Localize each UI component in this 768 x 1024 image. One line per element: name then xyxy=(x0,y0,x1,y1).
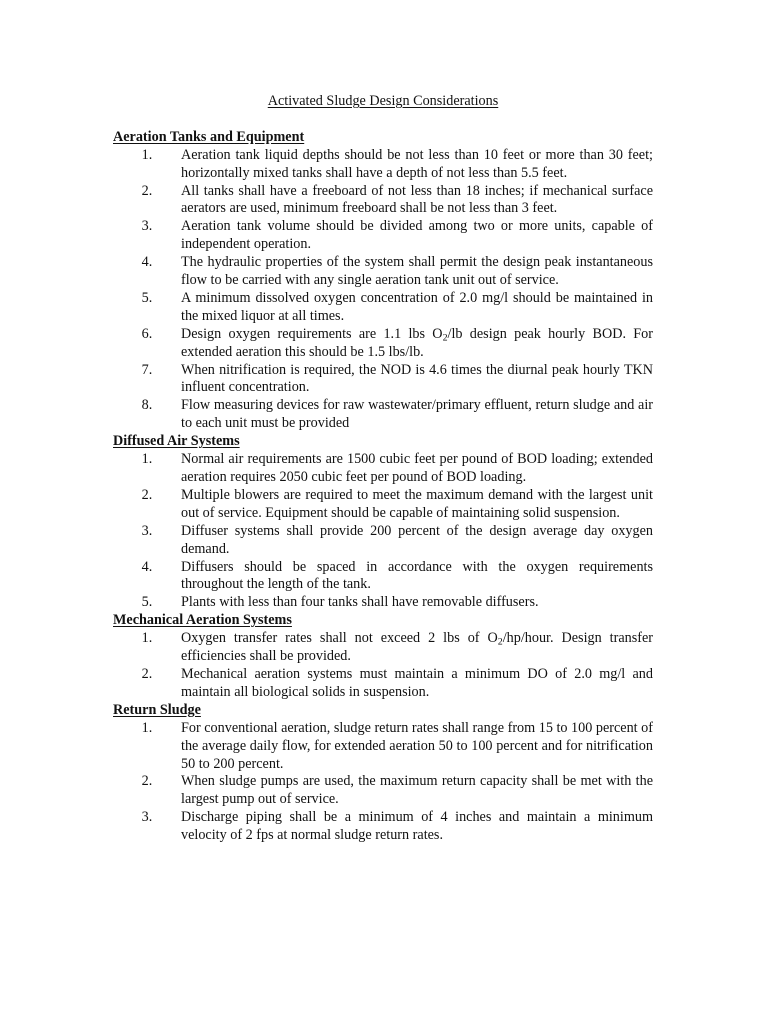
section-aeration-tanks-and-equipment xyxy=(113,129,653,433)
document-title: Activated Sludge Design Considerations xyxy=(267,93,499,109)
item-number: 5. xyxy=(141,594,153,611)
item-number: 2. xyxy=(141,182,153,199)
item-text xyxy=(181,773,653,809)
text-run: Multiple blowers are required to meet the maximum demand with the largest unit out of service. Equipment should be capable of maintaining solid suspension. xyxy=(181,486,653,521)
item-number: 4. xyxy=(141,558,153,575)
section-item-list xyxy=(113,720,653,845)
text-run: Oxygen transfer rates shall not exceed 2 lbs of O xyxy=(181,630,498,647)
item-number: 1. xyxy=(141,451,153,468)
item-text xyxy=(181,559,653,595)
list-item xyxy=(113,773,653,809)
list-item xyxy=(113,183,653,219)
list-item xyxy=(113,487,653,523)
item-number: 2. xyxy=(141,486,153,503)
item-number: 7. xyxy=(141,361,153,378)
text-run: When nitrification is required, the NOD is 4.6 times the diurnal peak hourly TKN influent concentration. xyxy=(181,361,653,396)
text-run: Aeration tank volume should be divided among two or more units, capable of independent operation. xyxy=(181,218,653,253)
list-item xyxy=(113,594,653,612)
section-diffused-air-systems xyxy=(113,433,653,612)
item-text xyxy=(181,720,653,774)
text-run: Diffusers should be spaced in accordance with the oxygen requirements throughout the length of the tank. xyxy=(181,558,653,593)
text-run: Flow measuring devices for raw wastewater/primary effluent, return sludge and air to each unit must be provided xyxy=(181,397,653,432)
item-text xyxy=(181,451,653,487)
section-mechanical-aeration-systems xyxy=(113,612,653,702)
list-item xyxy=(113,630,653,666)
item-number: 3. xyxy=(141,218,153,235)
item-number: 1. xyxy=(141,630,153,647)
document-title-row xyxy=(113,93,653,111)
list-item xyxy=(113,720,653,774)
section-item-list xyxy=(113,630,653,702)
text-run: Mechanical aeration systems must maintain a minimum DO of 2.0 mg/l and maintain all biological solids in suspension. xyxy=(181,665,653,700)
item-text xyxy=(181,290,653,326)
list-item xyxy=(113,254,653,290)
text-run: Normal air requirements are 1500 cubic feet per pound of BOD loading; extended aeration requires 2050 cubic feet per pound of BOD loading. xyxy=(181,451,653,486)
item-number: 5. xyxy=(141,289,153,306)
text-run: /hp/hour. Design transfer efficiencies shall be provided. xyxy=(181,630,653,665)
section-heading: Mechanical Aeration Systems xyxy=(113,612,292,629)
item-number: 3. xyxy=(141,809,153,826)
document-page xyxy=(113,93,653,845)
text-run: For conventional aeration, sludge return rates shall range from 15 to 100 percent of the average daily flow, for extended aeration 50 to 100 percent and for nitrification 50 to 200 percent. xyxy=(181,719,653,772)
text-run: All tanks shall have a freeboard of not less than 18 inches; if mechanical surface aerators are used, minimum freeboard shall be not less than 3 feet. xyxy=(181,182,653,217)
section-heading: Diffused Air Systems xyxy=(113,433,240,450)
item-text xyxy=(181,183,653,219)
list-item xyxy=(113,326,653,362)
item-text xyxy=(181,523,653,559)
list-item xyxy=(113,147,653,183)
item-text xyxy=(181,594,653,612)
text-run: A minimum dissolved oxygen concentration of 2.0 mg/l should be maintained in the mixed liquor at all times. xyxy=(181,289,653,324)
subscript: 2 xyxy=(442,332,448,344)
list-item xyxy=(113,809,653,845)
text-run: Diffuser systems shall provide 200 percent of the design average day oxygen demand. xyxy=(181,522,653,557)
list-item xyxy=(113,451,653,487)
item-text xyxy=(181,487,653,523)
item-number: 8. xyxy=(141,397,153,414)
list-item xyxy=(113,666,653,702)
text-run: When sludge pumps are used, the maximum return capacity shall be met with the largest pump out of service. xyxy=(181,773,653,808)
section-item-list xyxy=(113,147,653,434)
list-item xyxy=(113,218,653,254)
item-text xyxy=(181,397,653,433)
item-text xyxy=(181,630,653,666)
item-text xyxy=(181,218,653,254)
item-text xyxy=(181,362,653,398)
text-run: /lb design peak hourly BOD. For extended aeration this should be 1.5 lbs/lb. xyxy=(181,325,653,360)
section-return-sludge xyxy=(113,702,653,845)
item-number: 6. xyxy=(141,325,153,342)
text-run: Discharge piping shall be a minimum of 4 inches and maintain a minimum velocity of 2 fps at normal sludge return rates. xyxy=(181,809,653,844)
list-item xyxy=(113,397,653,433)
list-item xyxy=(113,559,653,595)
subscript: 2 xyxy=(497,636,503,648)
item-text xyxy=(181,666,653,702)
list-item xyxy=(113,362,653,398)
item-number: 2. xyxy=(141,665,153,682)
document-sections xyxy=(113,129,653,845)
item-number: 4. xyxy=(141,254,153,271)
item-number: 1. xyxy=(141,146,153,163)
item-text xyxy=(181,147,653,183)
list-item xyxy=(113,523,653,559)
list-item xyxy=(113,290,653,326)
text-run: Design oxygen requirements are 1.1 lbs O xyxy=(181,325,443,342)
item-number: 3. xyxy=(141,522,153,539)
text-run: The hydraulic properties of the system shall permit the design peak instantaneous flow to be carried with any single aeration tank unit out of service. xyxy=(181,254,653,289)
text-run: Aeration tank liquid depths should be not less than 10 feet or more than 30 feet; horizontally mixed tanks shall have a depth of not less than 5.5 feet. xyxy=(181,146,653,181)
item-text xyxy=(181,254,653,290)
text-run: Plants with less than four tanks shall have removable diffusers. xyxy=(181,594,539,611)
section-item-list xyxy=(113,451,653,612)
section-heading: Aeration Tanks and Equipment xyxy=(113,128,305,145)
item-text xyxy=(181,809,653,845)
item-number: 1. xyxy=(141,719,153,736)
item-text xyxy=(181,326,653,362)
section-heading: Return Sludge xyxy=(113,701,201,718)
item-number: 2. xyxy=(141,773,153,790)
